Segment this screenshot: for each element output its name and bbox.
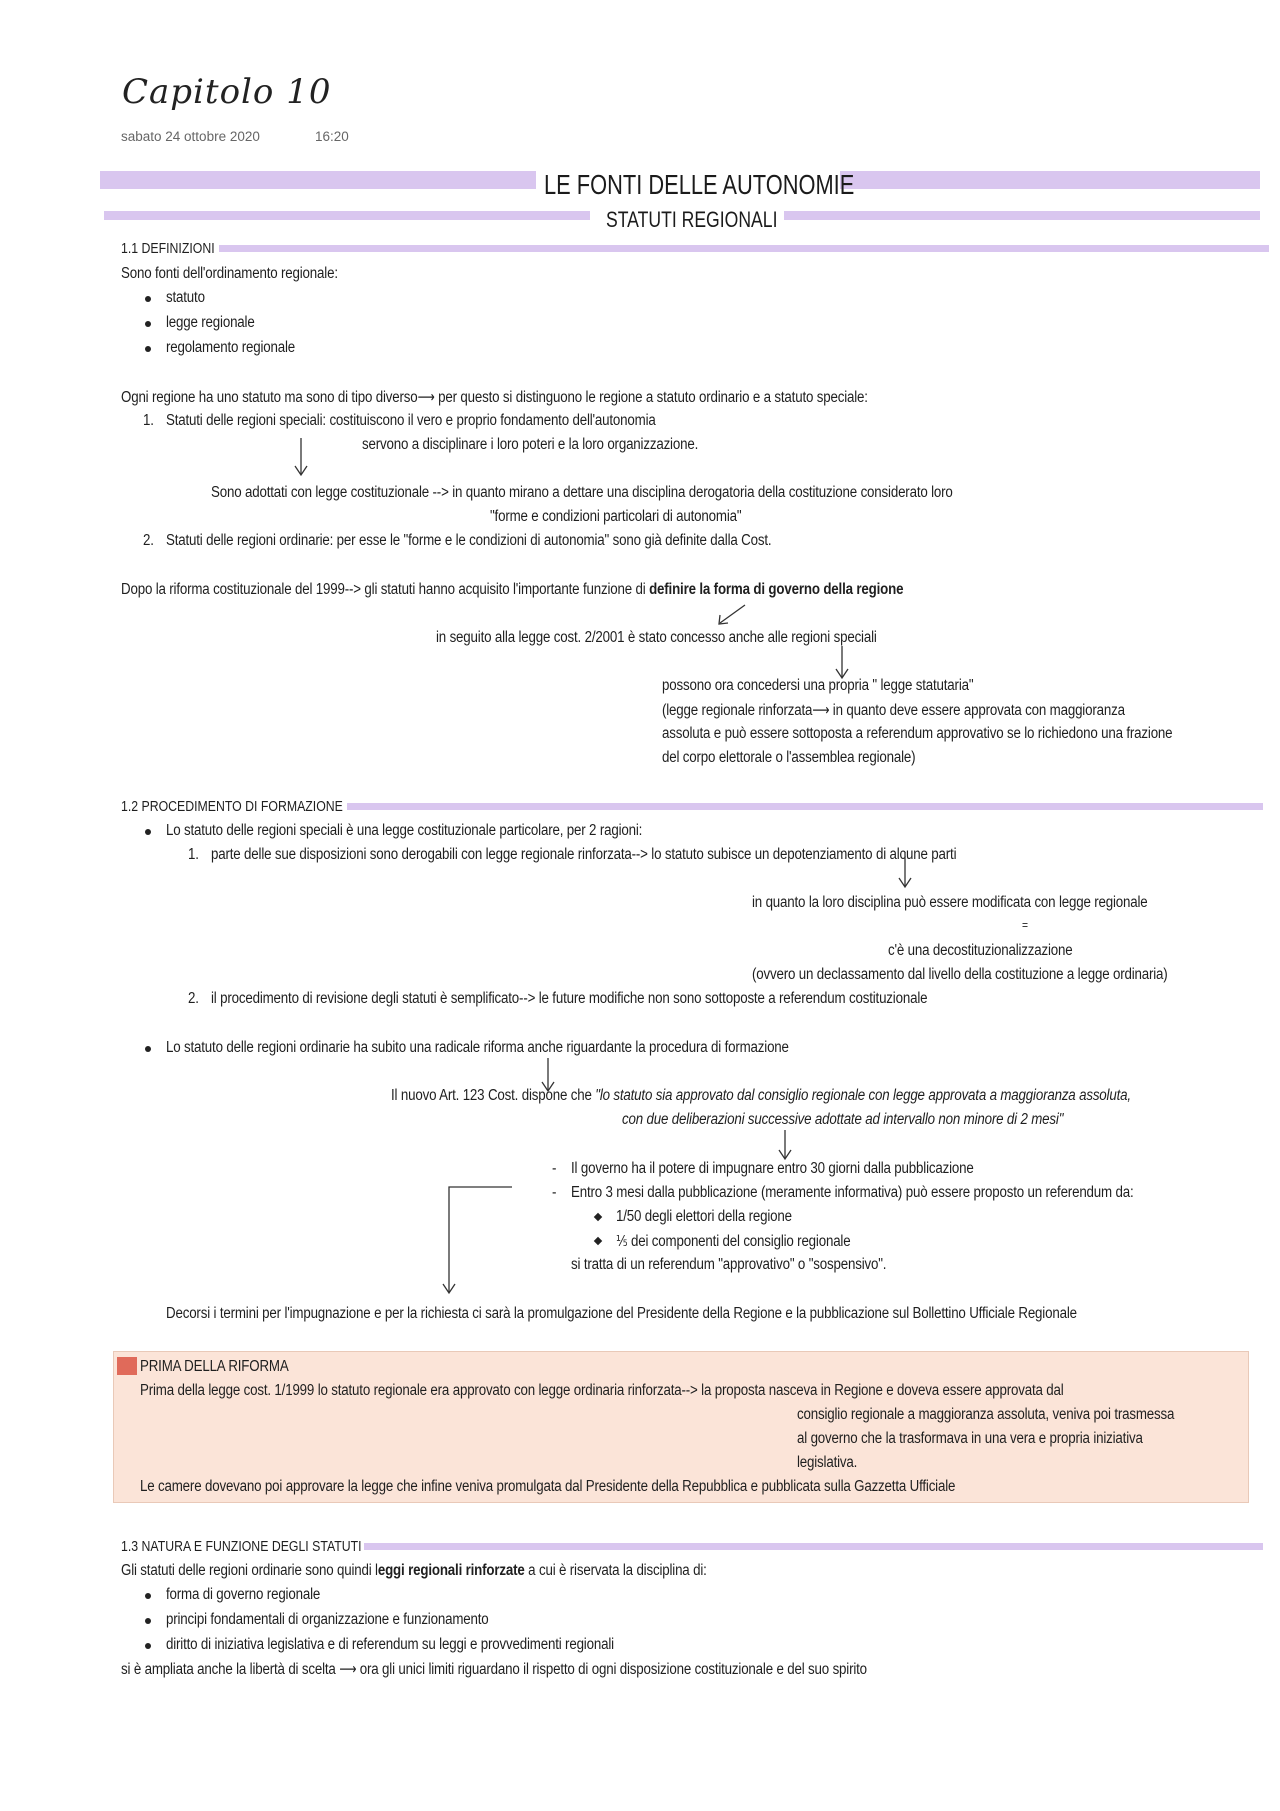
list-number: 2. — [143, 532, 154, 549]
paragraph: Sono fonti dell'ordinamento regionale: — [121, 265, 338, 282]
list-item: Statuti delle regioni ordinarie: per esse le "forme e le condizioni di autonomia" sono già definite dalla Cost. — [166, 532, 772, 549]
main-heading: LE FONTI DELLE AUTONOMIE — [544, 169, 855, 200]
arrow-down-icon — [294, 438, 308, 478]
list-item: regolamento regionale — [166, 339, 296, 356]
section-title-definizioni: 1.1 DEFINIZIONI — [121, 240, 215, 257]
section-band — [347, 803, 1263, 810]
list-item: statuto — [166, 289, 205, 306]
paragraph: c'è una decostituzionalizzazione — [888, 942, 1073, 959]
subheading-band-left — [104, 211, 590, 220]
paragraph: possono ora concedersi una propria " legge statutaria" — [662, 677, 974, 694]
paragraph: del corpo elettorale o l'assemblea regionale) — [662, 749, 916, 766]
page-title: Capitolo 10 — [122, 72, 332, 112]
paragraph: Sono adottati con legge costituzionale --> in quanto mirano a dettare una disciplina derogatoria della costituzione considerato loro — [211, 484, 953, 501]
paragraph: si è ampliata anche la libertà di scelta ⟶ ora gli unici limiti riguardano il rispetto di ogni disposizione costituzionale e del suo spirito — [121, 1661, 867, 1678]
paragraph: Decorsi i termini per l'impugnazione e per la richiesta ci sarà la promulgazione del Presidente della Regione e la pubblicazione sul Bollettino Ufficiale Regionale — [166, 1305, 1077, 1322]
bullet-dot — [145, 1643, 151, 1649]
list-item: parte delle sue disposizioni sono derogabili con legge regionale rinforzata--> lo statuto subisce un depotenziamento di alcune parti — [211, 846, 957, 863]
arrow-elbow-icon — [441, 1186, 513, 1296]
list-item: Lo statuto delle regioni speciali è una legge costituzionale particolare, per 2 ragioni: — [166, 822, 643, 839]
bullet-dot — [145, 1046, 151, 1052]
paragraph: Le camere dovevano poi approvare la legge che infine veniva promulgata dal Presidente della Repubblica e pubblicata sulla Gazzetta Ufficiale — [140, 1478, 956, 1495]
paragraph: legislativa. — [797, 1454, 858, 1471]
paragraph: assoluta e può essere sottoposta a referendum approvativo se lo richiedono una frazione — [662, 725, 1173, 742]
bullet-dot — [145, 321, 151, 327]
list-item: ⅕ dei componenti del consiglio regionale — [616, 1233, 851, 1250]
bullet-dot — [145, 1618, 151, 1624]
list-number: 1. — [143, 412, 154, 429]
equals-sign: = — [1022, 918, 1028, 932]
bullet-dot — [145, 346, 151, 352]
heading-band-right — [840, 171, 1260, 189]
paragraph: al governo che la trasformava in una vera e propria iniziativa — [797, 1430, 1143, 1447]
dash-marker: - — [552, 1160, 557, 1177]
paragraph: in quanto la loro disciplina può essere modificata con legge regionale — [752, 894, 1148, 911]
heading-band-left — [100, 171, 536, 189]
page-date: sabato 24 ottobre 2020 — [121, 129, 260, 144]
paragraph: (legge regionale rinforzata⟶ in quanto deve essere approvata con maggioranza — [662, 702, 1125, 719]
paragraph: con due deliberazioni successive adottate ad intervallo non minore di 2 mesi" — [622, 1111, 1064, 1128]
arrow-down-icon — [898, 852, 912, 890]
paragraph: Ogni regione ha uno statuto ma sono di tipo diverso⟶ per questo si distinguono le regione a statuto ordinario e a statuto speciale: — [121, 389, 868, 406]
paragraph: Dopo la riforma costituzionale del 1999--> gli statuti hanno acquisito l'importante funzione di definire la forma di governo della regione — [121, 581, 904, 598]
section-band — [219, 245, 1269, 252]
paragraph: servono a disciplinare i loro poteri e la loro organizzazione. — [362, 436, 699, 453]
list-item: forma di governo regionale — [166, 1586, 321, 1603]
page-time: 16:20 — [315, 129, 349, 144]
bullet-dot — [145, 829, 151, 835]
list-item: diritto di iniziativa legislativa e di referendum su leggi e provvedimenti regionali — [166, 1636, 614, 1653]
dash-marker: - — [552, 1184, 557, 1201]
diamond-bullet — [594, 1213, 602, 1221]
arrow-down-icon — [835, 646, 849, 680]
paragraph: (ovvero un declassamento dal livello della costituzione a legge ordinaria) — [752, 966, 1168, 983]
list-item: Statuti delle regioni speciali: costituiscono il vero e proprio fondamento dell'autonomia — [166, 412, 656, 429]
list-item: il procedimento di revisione degli statuti è semplificato--> le future modifiche non sono sottoposte a referendum costituzionale — [211, 990, 928, 1007]
arrow-diagonal-icon — [717, 604, 747, 626]
section-band — [364, 1543, 1263, 1550]
list-item: Lo statuto delle regioni ordinarie ha subito una radicale riforma anche riguardante la procedura di formazione — [166, 1039, 789, 1056]
callout-title: PRIMA DELLA RIFORMA — [140, 1358, 289, 1375]
bullet-dot — [145, 296, 151, 302]
section-title-natura: 1.3 NATURA E FUNZIONE DEGLI STATUTI — [121, 1538, 362, 1555]
list-item: Il governo ha il potere di impugnare entro 30 giorni dalla pubblicazione — [571, 1160, 974, 1177]
paragraph: Gli statuti delle regioni ordinarie sono quindi leggi regionali rinforzate a cui è riservata la disciplina di: — [121, 1562, 707, 1579]
list-item: Entro 3 mesi dalla pubblicazione (meramente informativa) può essere proposto un referendum da: — [571, 1184, 1134, 1201]
paragraph: Il nuovo Art. 123 Cost. dispone che "lo statuto sia approvato dal consiglio regionale con legge approvata a maggioranza assoluta, — [391, 1087, 1131, 1104]
diamond-bullet — [594, 1237, 602, 1245]
list-number: 2. — [188, 990, 199, 1007]
bullet-dot — [145, 1593, 151, 1599]
subheading-band-right — [784, 211, 1260, 220]
arrow-down-icon — [778, 1130, 792, 1162]
paragraph: "forme e condizioni particolari di autonomia" — [490, 508, 742, 525]
list-item: 1/50 degli elettori della regione — [616, 1208, 792, 1225]
sub-heading: STATUTI REGIONALI — [606, 207, 778, 232]
list-item: legge regionale — [166, 314, 255, 331]
list-item: principi fondamentali di organizzazione e funzionamento — [166, 1611, 489, 1628]
paragraph: Prima della legge cost. 1/1999 lo statuto regionale era approvato con legge ordinaria rinforzata--> la proposta nasceva in Regione e doveva essere approvata dal — [140, 1382, 1064, 1399]
paragraph: in seguito alla legge cost. 2/2001 è stato concesso anche alle regioni speciali — [436, 629, 877, 646]
paragraph: consiglio regionale a maggioranza assoluta, veniva poi trasmessa — [797, 1406, 1175, 1423]
paragraph: si tratta di un referendum "approvativo" o "sospensivo". — [571, 1256, 887, 1273]
callout-marker — [117, 1357, 137, 1375]
list-number: 1. — [188, 846, 199, 863]
section-title-procedimento: 1.2 PROCEDIMENTO DI FORMAZIONE — [121, 798, 343, 815]
